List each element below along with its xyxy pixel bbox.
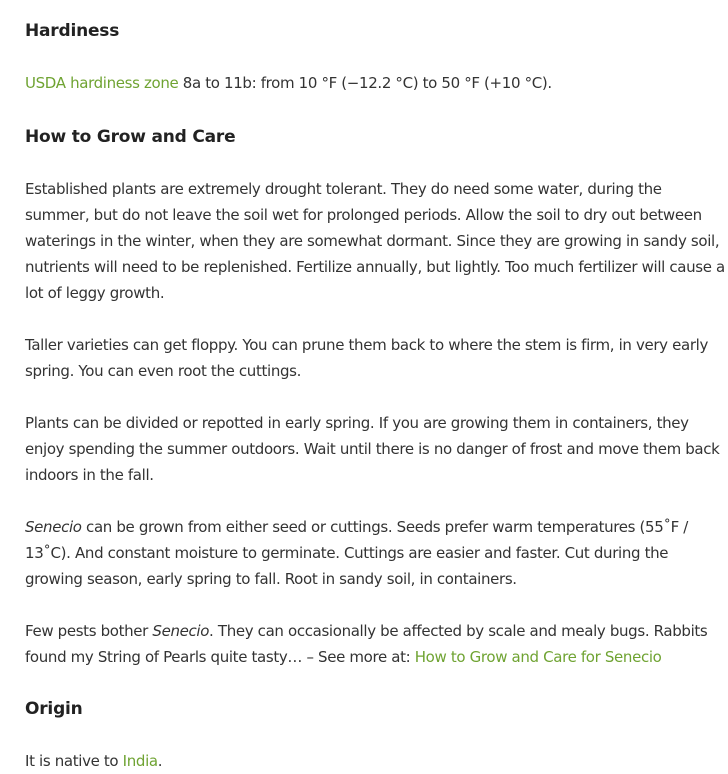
paragraph-pruning: Taller varieties can get floppy. You can prune them back to where the stem is firm, in very early spring. You can even root the cuttings. bbox=[25, 336, 709, 380]
pests-text-start: Few pests bother bbox=[25, 622, 153, 640]
paragraph-propagation bbox=[25, 514, 725, 592]
hardiness-paragraph bbox=[25, 70, 725, 96]
pests-text-mid: . They can occasionally be affected by scale and mealy bugs. Rabbits found my String of Pearls quite tasty… – See more at: bbox=[25, 622, 708, 666]
see-more-link[interactable]: How to Grow and Care for Senecio bbox=[414, 648, 662, 666]
paragraph-repotting: Plants can be divided or repotted in early spring. If you are growing them in containers, they enjoy spending the summer outdoors. Wait until there is no danger of frost and move them back indoors in the fall. bbox=[25, 414, 720, 484]
heading-origin: Origin bbox=[25, 699, 83, 719]
paragraph-watering: Established plants are extremely drought tolerant. They do need some water, during the summer, but do not leave the soil wet for prolonged periods. Allow the soil to dry out between waterings in the winter, when they are somewhat dormant. Since they are growing in sandy soil, nutrients will need to be replenished. Fertilize annually, but lightly. Too much fertilizer will cause a lot of leggy growth. bbox=[25, 180, 725, 302]
usda-zone-link[interactable]: USDA hardiness zone bbox=[25, 74, 179, 92]
india-link[interactable]: India bbox=[122, 752, 158, 770]
propagation-text: can be grown from either seed or cuttings. Seeds prefer warm temperatures (55˚F / 13˚C). And constant moisture to germinate. Cuttings are easier and faster. Cut during the growing season, early spring to fall. Root in sandy soil, in containers. bbox=[25, 518, 688, 588]
paragraph-pests bbox=[25, 618, 725, 670]
hardiness-range-text: 8a to 11b: from 10 °F (−12.2 °C) to 50 °F (+10 °C). bbox=[178, 74, 552, 92]
genus-name: Senecio bbox=[25, 518, 82, 536]
heading-hardiness: Hardiness bbox=[25, 21, 120, 41]
origin-text: It is native to bbox=[25, 752, 123, 770]
article-content bbox=[25, 20, 725, 774]
genus-name: Senecio bbox=[152, 622, 210, 640]
origin-paragraph bbox=[25, 748, 725, 774]
heading-grow-care: How to Grow and Care bbox=[25, 127, 236, 147]
origin-period: . bbox=[157, 752, 163, 770]
